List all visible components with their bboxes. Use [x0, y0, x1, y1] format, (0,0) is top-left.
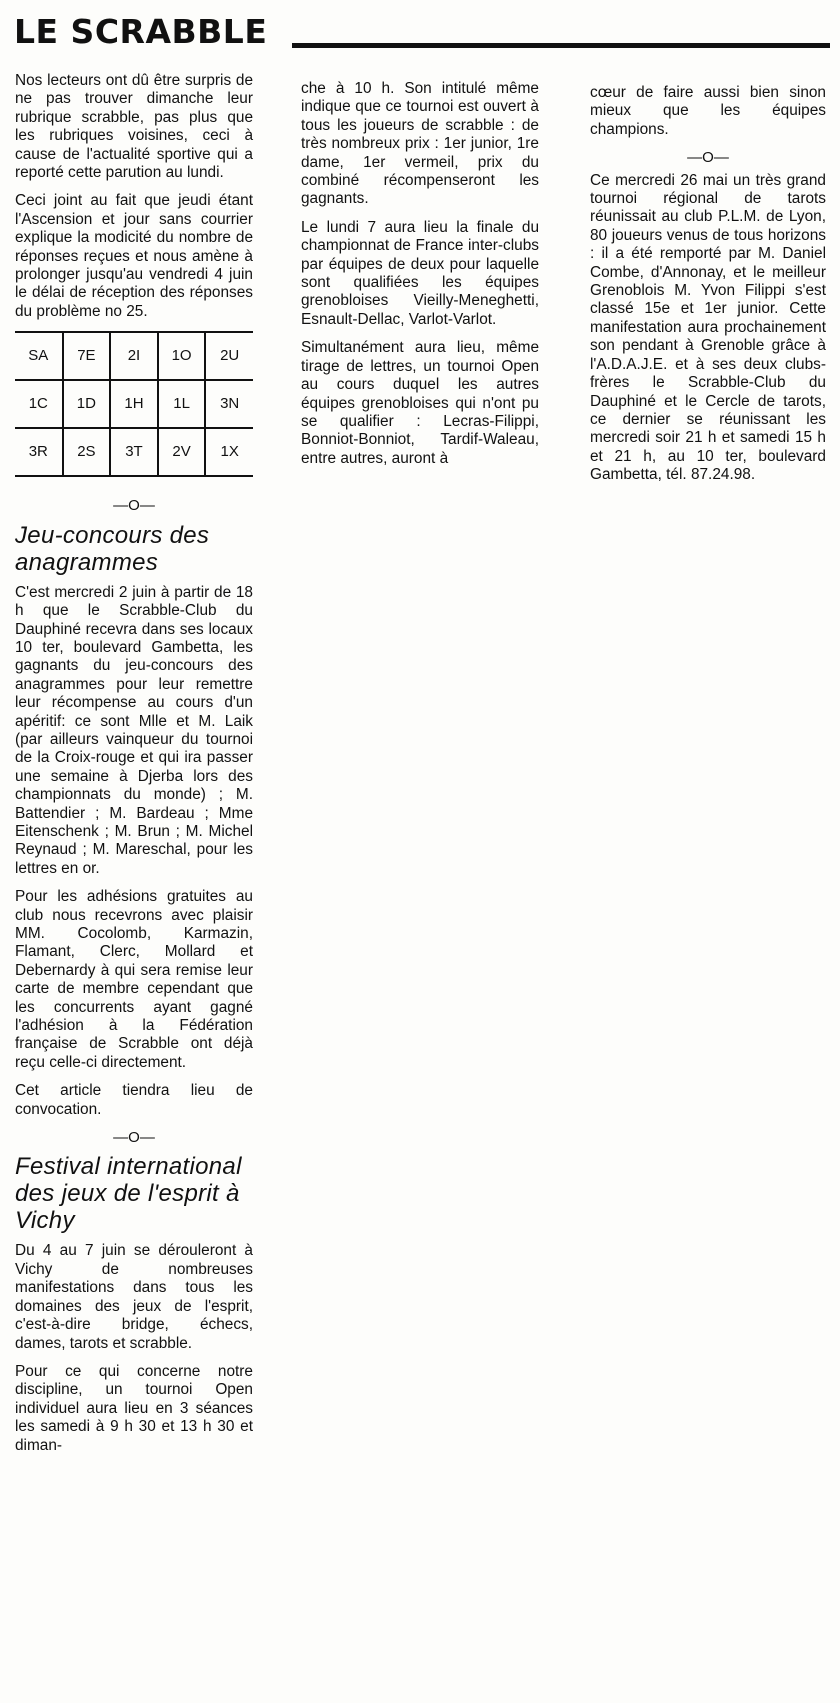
paragraph: cœur de faire aussi bien sinon mieux que les équipes champions.: [590, 84, 826, 138]
paragraph: Du 4 au 7 juin se dérouleront à Vichy de nombreuses manifestations dans tous les domaines des jeux de l'esprit, c'est-à-dire bridge, échecs, dames, tarots et scrabble.: [15, 1242, 253, 1352]
paragraph: C'est mercredi 2 juin à partir de 18 h que le Scrabble-Club du Dauphiné recevra dans ses locaux 10 ter, boulevard Gambetta, les gagnants du jeu-concours des anagrammes pour leur remettre leur récompense au cours d'un apéritif: ce sont Mlle et M. Laik (par ailleurs vainqueur du tournoi de la Croix-rouge et qui ira passer une semaine à Djerba lors des championnats du monde) ; M. Battendier ; M. Bardeau ; Mme Eitenschenk ; M. Brun ; M. Michel Reynaud ; M. Mareschal, pour les lettres en or.: [15, 583, 253, 877]
grid-cell: SA: [15, 332, 63, 380]
grid-cell: 1O: [158, 332, 206, 380]
column-1: [15, 72, 253, 1465]
paragraph: Le lundi 7 aura lieu la finale du championnat de France inter-clubs par équipes de deux pour laquelle sont qualifiées les équipes grenobloises Vieilly-Meneghetti, Esnault-Dellac, Varlot-Varlot.: [301, 218, 539, 328]
grid-cell: 2U: [205, 332, 253, 380]
page-title: LE SCRABBLE: [14, 12, 268, 51]
grid-cell: 1X: [205, 428, 253, 476]
paragraph: che à 10 h. Son intitulé même indique que ce tournoi est ouvert à tous les joueurs de scrabble : de très nombreux prix : 1er junior, 1re dame, 1er vermeil, prix du combiné récompenseront les gagnants.: [301, 80, 539, 208]
paragraph: Ce mercredi 26 mai un très grand tournoi régional de tarots réunissait au club P.L.M. de Lyon, 80 joueurs venus de tous horizons : il a été remporté par M. Daniel Combe, d'Annonay, et le meilleur Grenoblois M. Yvon Filippi s'est classé 15e et 1er junior. Cette manifestation aura prochainement son pendant à Grenoble grâce à l'A.D.A.J.E. et à ses deux clubs-frères le Scrabble-Club du Dauphiné et le Cercle de tarots, ce dernier se réunissant les mercredi soir 21 h et samedi 15 h et 21 h, au 10 ter, boulevard Gambetta, tél. 87.24.98.: [590, 171, 826, 484]
grid-row: [15, 428, 253, 476]
grid-cell: 2V: [158, 428, 206, 476]
paragraph: Pour ce qui concerne notre discipline, un tournoi Open individuel aura lieu en 3 séances les samedi à 9 h 30 et 13 h 30 et diman-: [15, 1362, 253, 1454]
paragraph: Simultanément aura lieu, même tirage de lettres, un tournoi Open au cours duquel les autres équipes grenobloises qui n'ont pu se qualifier : Lecras-Filippi, Bonniot-Bonniot, Tardif-Waleau, entre autres, auront à: [301, 339, 539, 467]
paragraph: Cet article tiendra lieu de convocation.: [15, 1082, 253, 1118]
paragraph: Ceci joint au fait que jeudi étant l'Ascension et jour sans courrier explique la modicité du nombre de réponses reçues et nous amène à prolonger jusqu'au vendredi 4 juin le délai de réception des réponses du problème no 25.: [15, 192, 253, 320]
grid-cell: 1C: [15, 380, 63, 428]
grid-cell: 3N: [205, 380, 253, 428]
separator: —O—: [113, 1129, 155, 1147]
grid-row: [15, 332, 253, 380]
paragraph: Pour les adhésions gratuites au club nous recevrons avec plaisir MM. Cocolomb, Karmazin, Flamant, Clerc, Mollard et Debernardy à qui sera remise leur carte de membre cependant que les concurrents ayant gagné l'adhésion à la Fédération française de Scrabble ont déjà reçu celle-ci directement.: [15, 888, 253, 1071]
grid-cell: 1L: [158, 380, 206, 428]
grid-cell: 1H: [110, 380, 158, 428]
subheading: Festival international des jeux de l'esprit à Vichy: [15, 1153, 242, 1235]
column-2: [301, 80, 539, 478]
separator: —O—: [687, 149, 729, 167]
grid-cell: 7E: [63, 332, 111, 380]
page-header: [14, 10, 830, 54]
grid-cell: 1D: [63, 380, 111, 428]
grid-cell: 2I: [110, 332, 158, 380]
letter-grid: [15, 331, 253, 477]
column-3: [590, 84, 826, 495]
paragraph: Nos lecteurs ont dû être surpris de ne pas trouver dimanche leur rubrique scrabble, pas plus que les rubriques voisines, ceci à cause de l'actualité sportive qui a reporté cette parution au lundi.: [15, 72, 253, 182]
title-rule: [292, 43, 830, 48]
grid-cell: 3T: [110, 428, 158, 476]
grid-cell: 2S: [63, 428, 111, 476]
grid-row: [15, 380, 253, 428]
subheading: Jeu-concours des anagrammes: [15, 521, 210, 576]
separator: —O—: [113, 497, 155, 515]
grid-cell: 3R: [15, 428, 63, 476]
